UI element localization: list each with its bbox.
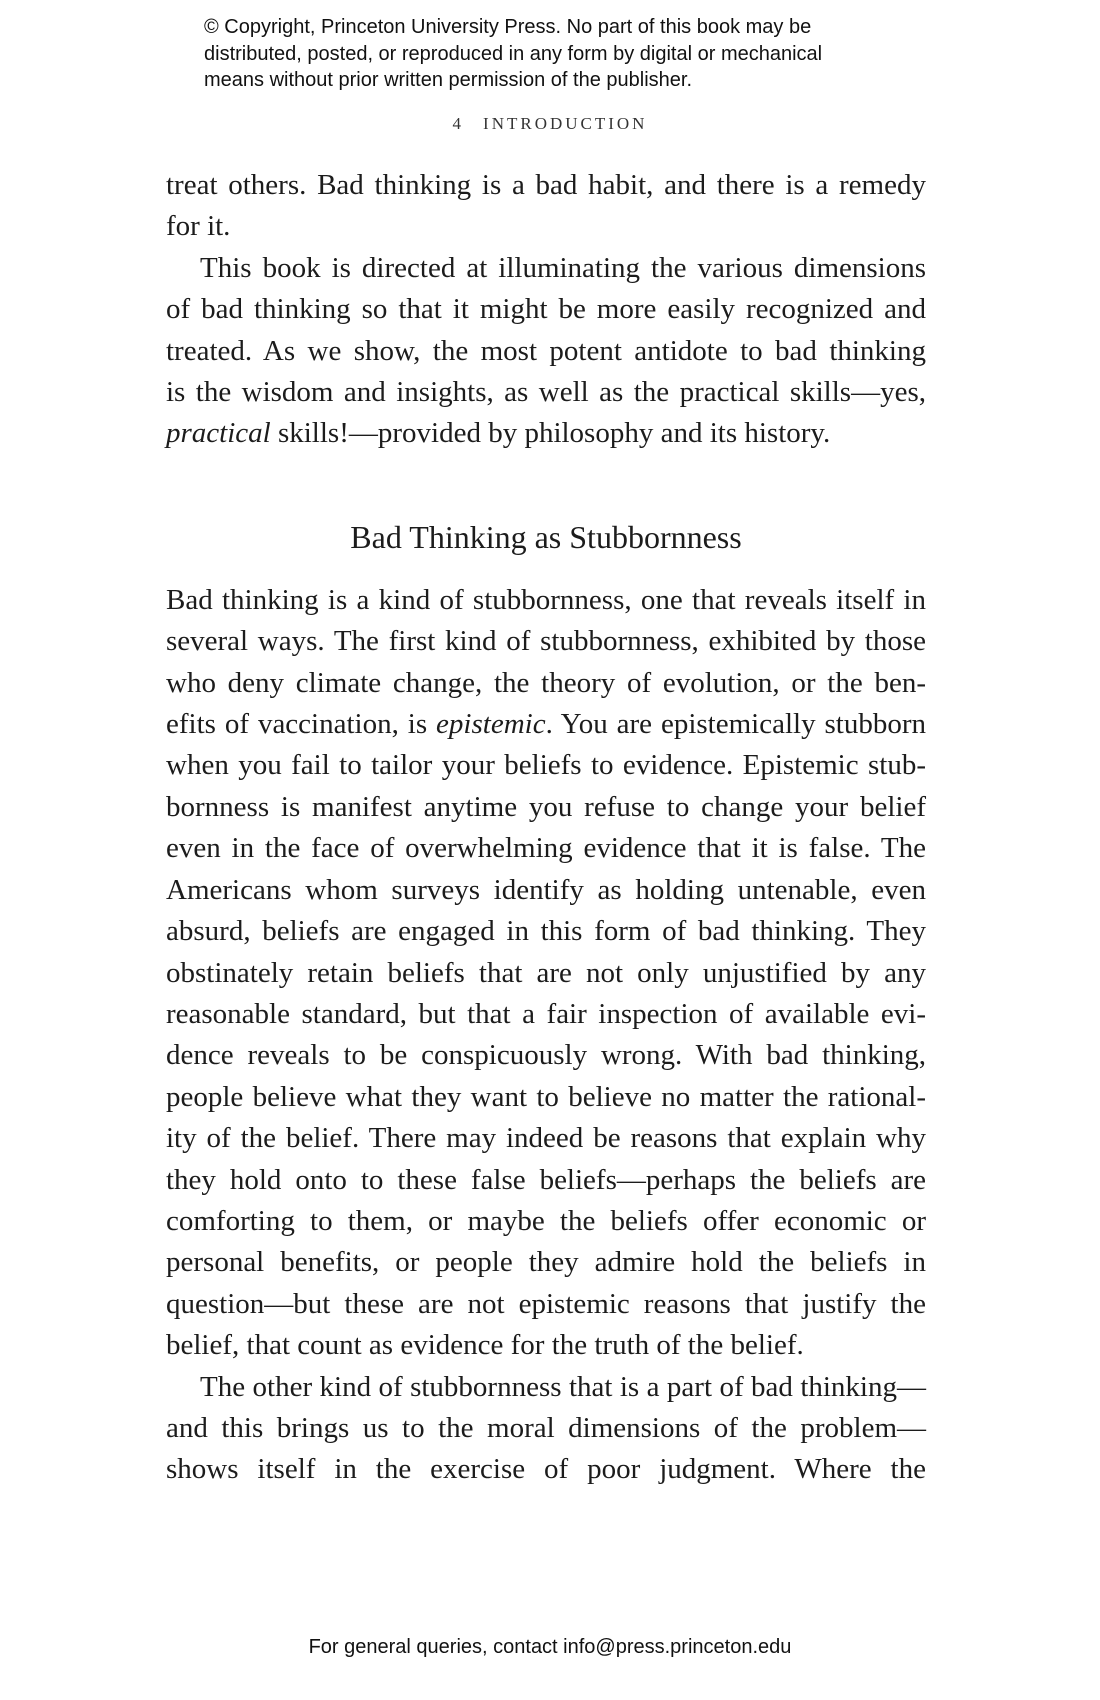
paragraph	[166, 165, 926, 248]
copyright-line: distributed, posted, or reproduced in any form by digital or mechanical	[204, 42, 823, 65]
text-line: Bad thinking is a kind of stubbornness, one that reveals itself in	[166, 583, 926, 616]
text-line: This book is directed at illuminating the various dimensions	[200, 251, 926, 284]
copyright-notice	[204, 14, 924, 94]
text-line: ity of the belief. There may indeed be reasons that explain why	[166, 1122, 926, 1155]
text-line: several ways. The first kind of stubbornness, exhibited by those	[166, 625, 926, 658]
italic-word: epistemic	[436, 708, 546, 741]
text-line: for it.	[166, 210, 231, 243]
text-line: who deny climate change, the theory of evolution, or the ben-	[166, 666, 926, 699]
text-line: Americans whom surveys identify as holding untenable, even	[166, 873, 926, 906]
text-line: they hold onto to these false beliefs—perhaps the beliefs are	[166, 1163, 926, 1196]
chapter-title: INTRODUCTION	[483, 114, 648, 133]
text-line: when you fail to tailor your beliefs to evidence. Epistemic stub-	[166, 749, 926, 782]
text-fragment: skills!—provided by philosophy and its history.	[270, 417, 831, 450]
text-line: people believe what they want to believe no matter the rational-	[166, 1080, 926, 1113]
italic-word: practical	[166, 417, 271, 450]
paragraph	[166, 580, 926, 1367]
text-line: The other kind of stubbornness that is a part of bad thinking—	[200, 1370, 926, 1403]
page-number: 4	[452, 114, 462, 133]
text-line: of bad thinking so that it might be more easily recognized and	[166, 293, 926, 326]
text-line: question—but these are not epistemic reasons that justify the	[166, 1287, 926, 1320]
text-line: dence reveals to be conspicuously wrong. With bad thinking,	[166, 1039, 926, 1072]
text-line: even in the face of overwhelming evidence that it is false. The	[166, 832, 926, 865]
text-line: treated. As we show, the most potent antidote to bad thinking	[166, 334, 926, 367]
footer-contact: For general queries, contact info@press.princeton.edu	[308, 1636, 792, 1658]
copyright-line: means without prior written permission of the publisher.	[204, 69, 693, 91]
text-line: treat others. Bad thinking is a bad habit, and there is a remedy	[166, 169, 926, 201]
text-line: bornness is manifest anytime you refuse to change your belief	[166, 790, 926, 823]
text-line: and this brings us to the moral dimensions of the problem—	[166, 1411, 926, 1444]
section-heading: Bad Thinking as Stubbornness	[350, 518, 742, 555]
text-fragment: efits of vaccination, is	[166, 708, 437, 741]
text-line: is the wisdom and insights, as well as the practical skills—yes,	[166, 376, 926, 409]
text-line: comforting to them, or maybe the beliefs offer economic or	[166, 1204, 926, 1237]
text-fragment: . You are epistemically stubborn	[545, 708, 926, 741]
text-line: reasonable standard, but that a fair inspection of available evi-	[166, 997, 926, 1030]
paragraph	[166, 1367, 926, 1491]
text-line: absurd, beliefs are engaged in this form of bad thinking. They	[166, 915, 926, 948]
text-line: belief, that count as evidence for the truth of the belief.	[166, 1329, 804, 1362]
copyright-line: © Copyright, Princeton University Press. No part of this book may be	[204, 16, 812, 38]
text-line: obstinately retain beliefs that are not only unjustified by any	[166, 956, 926, 989]
body-text	[166, 165, 926, 1491]
text-line: personal benefits, or people they admire hold the beliefs in	[166, 1246, 926, 1279]
running-head	[0, 114, 1100, 134]
text-line: shows itself in the exercise of poor judgment. Where the	[166, 1453, 926, 1486]
text-line	[166, 413, 926, 454]
paragraph	[166, 248, 926, 455]
text-line	[166, 704, 926, 745]
